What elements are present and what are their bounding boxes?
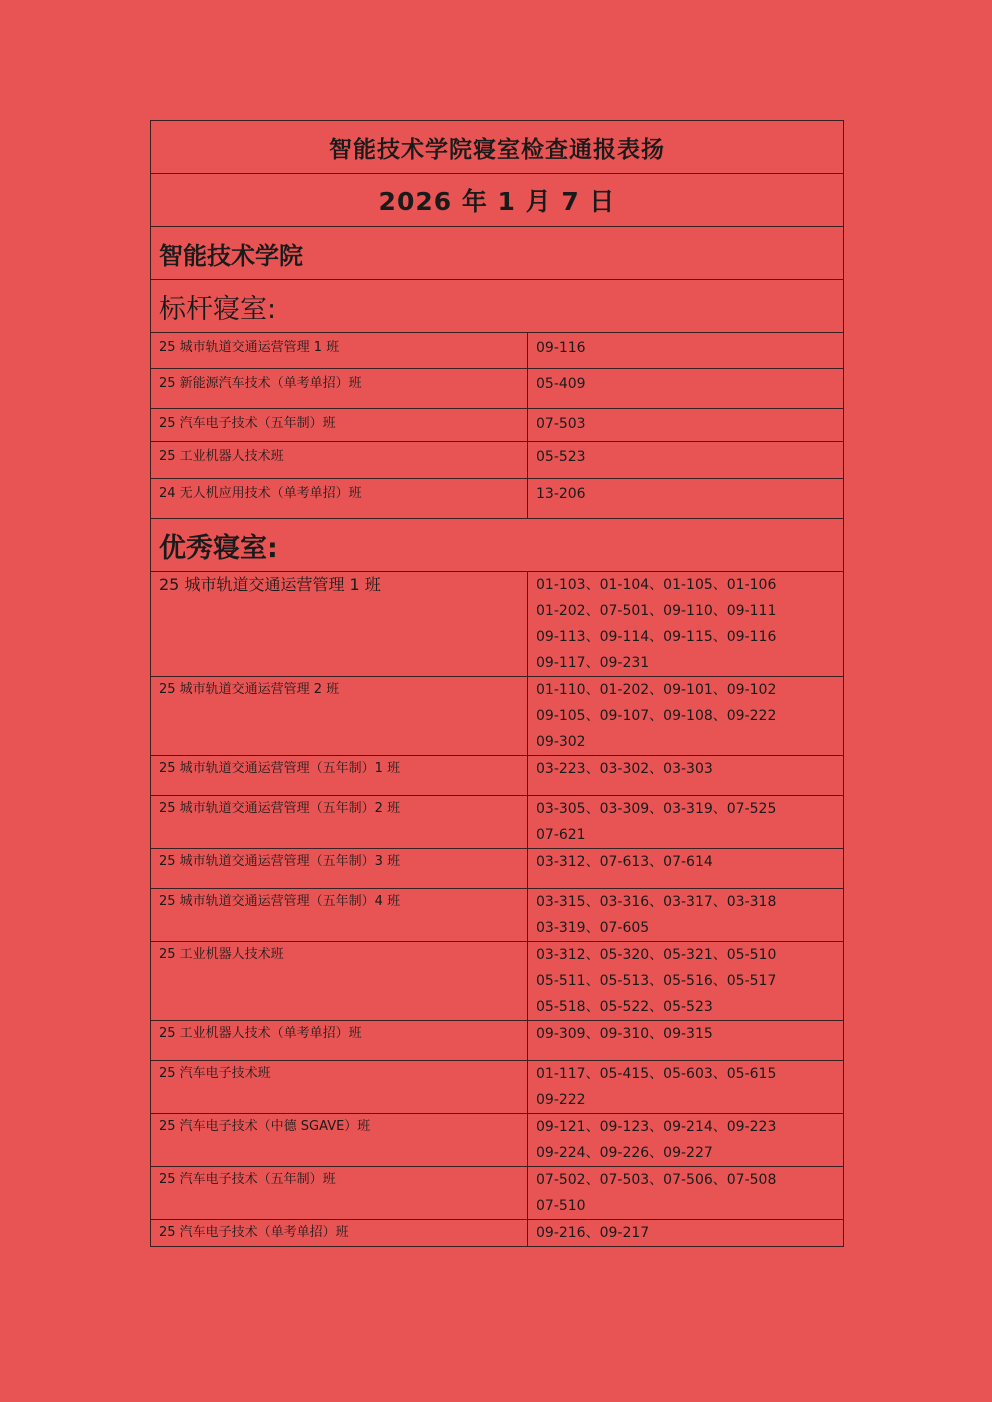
report-date: 2026 年 1 月 7 日 xyxy=(151,174,844,227)
room-line: 07-621 xyxy=(536,827,586,843)
room-list xyxy=(528,796,844,849)
room-line: 03-312、07-613、07-614 xyxy=(536,854,713,870)
class-name: 25 工业机器人技术（单考单招）班 xyxy=(151,1021,528,1061)
excellent-heading: 优秀寝室: xyxy=(151,519,844,572)
room-list xyxy=(528,572,844,677)
date-row xyxy=(151,174,844,227)
table-row xyxy=(151,756,844,796)
room-list xyxy=(528,1021,844,1061)
class-name: 25 汽车电子技术班 xyxy=(151,1061,528,1114)
report-title: 智能技术学院寝室检查通报表扬 xyxy=(151,121,844,174)
table-row xyxy=(151,889,844,942)
room-line: 07-503 xyxy=(536,416,586,432)
benchmark-heading-row xyxy=(151,280,844,333)
room-line: 09-302 xyxy=(536,734,586,750)
room-list xyxy=(528,942,844,1021)
room-list xyxy=(528,677,844,756)
room-line: 09-121、09-123、09-214、09-223 xyxy=(536,1119,777,1135)
room-line: 01-117、05-415、05-603、05-615 xyxy=(536,1066,777,1082)
table-row xyxy=(151,369,844,409)
room-line: 09-224、09-226、09-227 xyxy=(536,1145,713,1161)
table-row xyxy=(151,572,844,677)
table-row xyxy=(151,849,844,889)
room-line: 01-202、07-501、09-110、09-111 xyxy=(536,603,777,619)
table-row xyxy=(151,1220,844,1247)
college-row xyxy=(151,227,844,280)
class-name: 25 汽车电子技术（五年制）班 xyxy=(151,409,528,442)
class-name: 25 汽车电子技术（五年制）班 xyxy=(151,1167,528,1220)
room-line: 01-103、01-104、01-105、01-106 xyxy=(536,577,777,593)
room-line: 07-502、07-503、07-506、07-508 xyxy=(536,1172,777,1188)
class-name: 25 汽车电子技术（中德 SGAVE）班 xyxy=(151,1114,528,1167)
room-list xyxy=(528,889,844,942)
table-row xyxy=(151,442,844,479)
table-row xyxy=(151,1114,844,1167)
class-name: 25 新能源汽车技术（单考单招）班 xyxy=(151,369,528,409)
class-name: 25 汽车电子技术（单考单招）班 xyxy=(151,1220,528,1247)
class-name: 25 城市轨道交通运营管理 1 班 xyxy=(151,572,528,677)
room-list xyxy=(528,369,844,409)
class-name: 25 工业机器人技术班 xyxy=(151,442,528,479)
table-row xyxy=(151,942,844,1021)
room-list xyxy=(528,409,844,442)
room-line: 05-523 xyxy=(536,449,586,465)
table-row xyxy=(151,333,844,369)
room-list xyxy=(528,1167,844,1220)
class-name: 25 城市轨道交通运营管理 2 班 xyxy=(151,677,528,756)
room-line: 07-510 xyxy=(536,1198,586,1214)
class-name: 25 城市轨道交通运营管理（五年制）2 班 xyxy=(151,796,528,849)
room-list xyxy=(528,1220,844,1247)
table-row xyxy=(151,677,844,756)
room-line: 09-113、09-114、09-115、09-116 xyxy=(536,629,777,645)
class-name: 25 城市轨道交通运营管理 1 班 xyxy=(151,333,528,369)
table-row xyxy=(151,796,844,849)
room-line: 03-312、05-320、05-321、05-510 xyxy=(536,947,777,963)
excellent-heading-row xyxy=(151,519,844,572)
room-line: 01-110、01-202、09-101、09-102 xyxy=(536,682,777,698)
college-name: 智能技术学院 xyxy=(151,227,844,280)
table-row xyxy=(151,1167,844,1220)
table-row xyxy=(151,479,844,519)
title-row xyxy=(151,121,844,174)
class-name: 25 城市轨道交通运营管理（五年制）1 班 xyxy=(151,756,528,796)
room-line: 09-105、09-107、09-108、09-222 xyxy=(536,708,777,724)
commendation-table xyxy=(150,120,844,1247)
room-list xyxy=(528,1114,844,1167)
class-name: 24 无人机应用技术（单考单招）班 xyxy=(151,479,528,519)
table-row xyxy=(151,1061,844,1114)
class-name: 25 城市轨道交通运营管理（五年制）4 班 xyxy=(151,889,528,942)
benchmark-heading: 标杆寝室: xyxy=(151,280,844,333)
class-name: 25 工业机器人技术班 xyxy=(151,942,528,1021)
room-line: 09-117、09-231 xyxy=(536,655,650,671)
room-list xyxy=(528,442,844,479)
room-line: 09-116 xyxy=(536,340,586,356)
room-line: 13-206 xyxy=(536,486,586,502)
class-name: 25 城市轨道交通运营管理（五年制）3 班 xyxy=(151,849,528,889)
room-line: 03-315、03-316、03-317、03-318 xyxy=(536,894,777,910)
room-line: 09-216、09-217 xyxy=(536,1225,650,1241)
room-line: 03-319、07-605 xyxy=(536,920,650,936)
room-line: 05-409 xyxy=(536,376,586,392)
room-line: 09-222 xyxy=(536,1092,586,1108)
table-row xyxy=(151,1021,844,1061)
room-line: 05-518、05-522、05-523 xyxy=(536,999,713,1015)
table-row xyxy=(151,409,844,442)
room-list xyxy=(528,333,844,369)
room-line: 03-223、03-302、03-303 xyxy=(536,761,713,777)
room-list xyxy=(528,756,844,796)
room-list xyxy=(528,849,844,889)
room-list xyxy=(528,1061,844,1114)
room-list xyxy=(528,479,844,519)
room-line: 05-511、05-513、05-516、05-517 xyxy=(536,973,777,989)
room-line: 09-309、09-310、09-315 xyxy=(536,1026,713,1042)
room-line: 03-305、03-309、03-319、07-525 xyxy=(536,801,777,817)
